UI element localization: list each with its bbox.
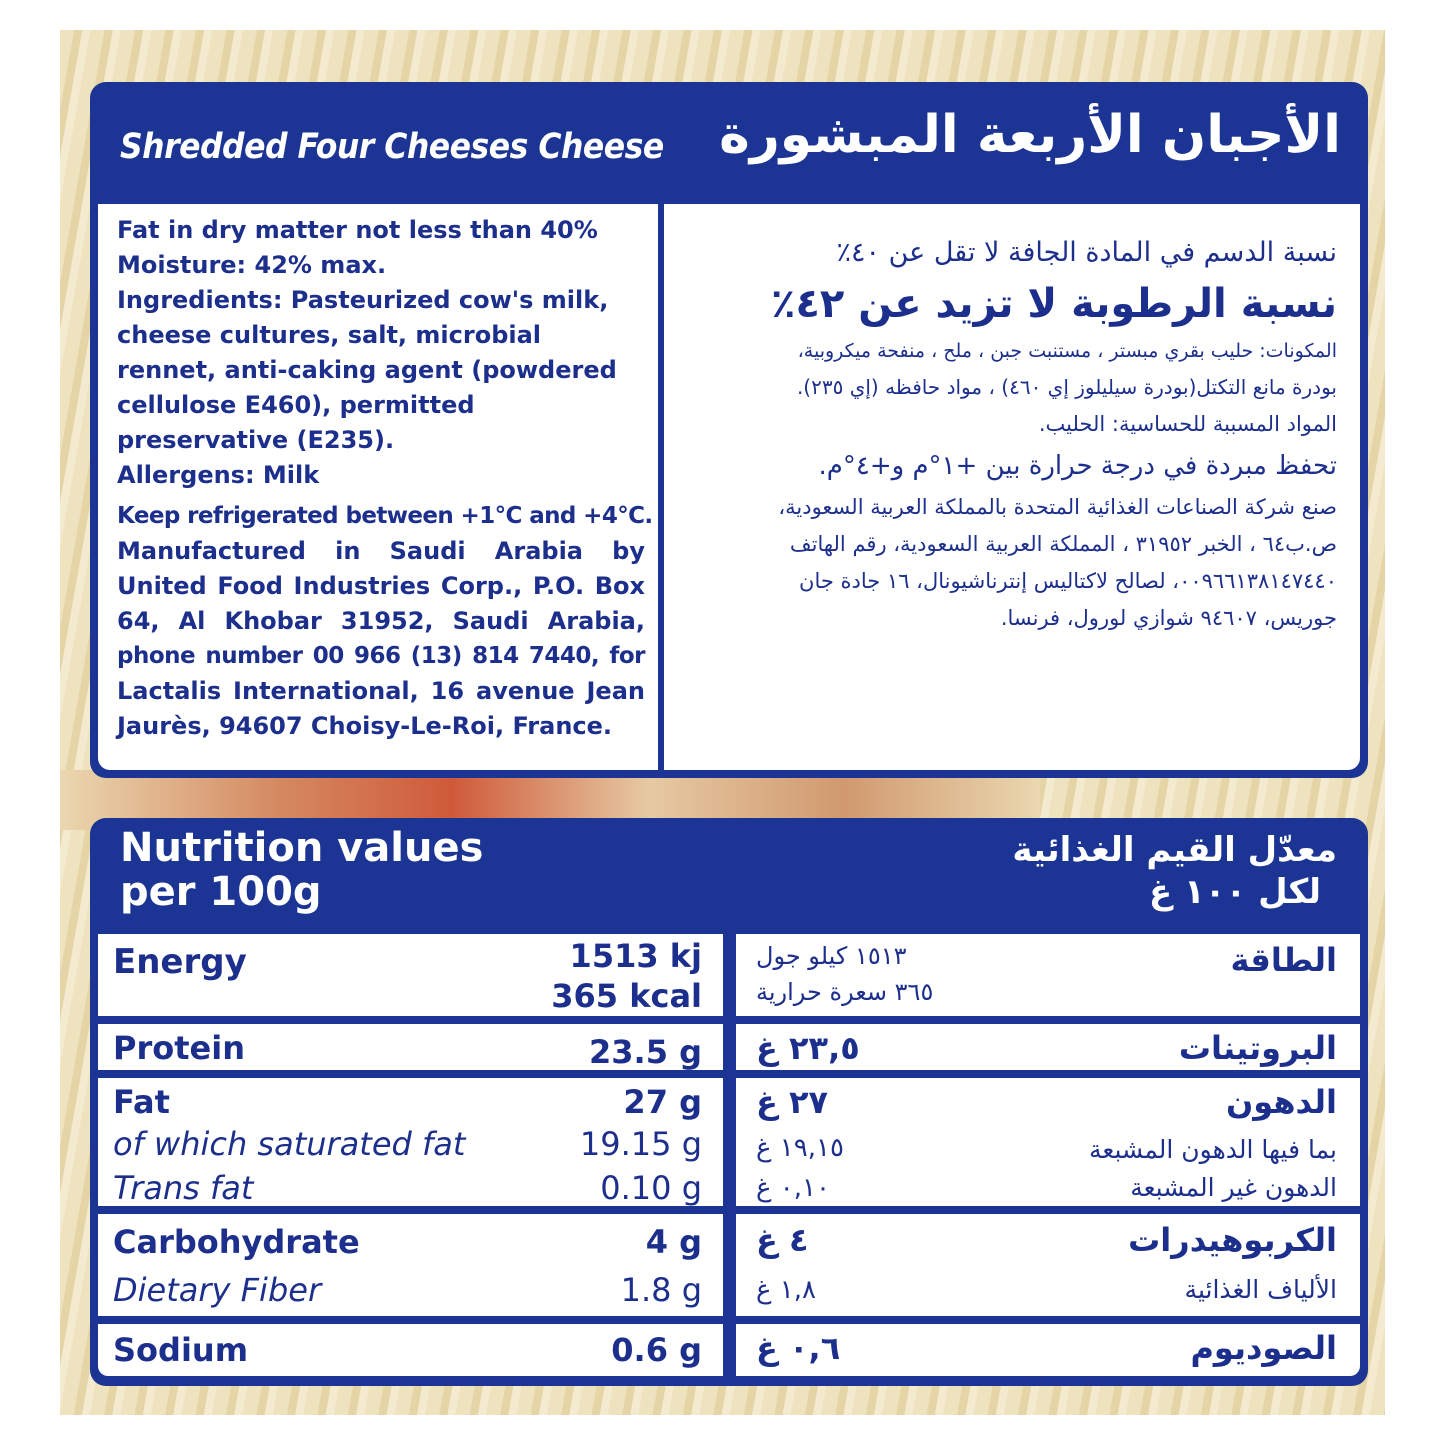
manufacturer-line: phone number 00 966 (13) 814 7440, for [117, 643, 645, 669]
nutrient-value-ar: ٢٣,٥ غ [756, 1029, 860, 1067]
info-text-ar [697, 231, 1337, 637]
ingredients-line: cheese cultures, salt, microbial [117, 321, 542, 349]
nutrition-heading-line: per 100g [120, 869, 322, 915]
manufacturer-line: United Food Industries Corp., P.O. Box [117, 572, 645, 600]
nutrition-heading-line: Nutrition values [120, 825, 484, 871]
moisture-en: Moisture: 42% max. [117, 251, 387, 279]
manufacturer-ar-line: صنع شركة الصناعات الغذائية المتحدة بالمملكة العربية السعودية، [778, 495, 1337, 519]
nutrient-name-ar: الدهون غير المشبعة [1130, 1173, 1337, 1202]
ingredients-line: preservative (E235). [117, 426, 395, 454]
nutrition-heading-line: لكل ١٠٠ غ [1148, 872, 1321, 912]
nutrient-name-ar: الكربوهيدرات [1128, 1221, 1337, 1259]
nutrient-name-en: Protein [113, 1029, 245, 1067]
manufacturer-line: Lactalis International, 16 avenue Jean [117, 677, 645, 705]
nutrient-value-ar: ١٩,١٥ غ [756, 1133, 844, 1163]
allergens-en: Allergens: Milk [117, 461, 320, 489]
ingredients-line: cellulose E460), permitted [117, 391, 475, 419]
nutrient-name-en: Trans fat [113, 1169, 254, 1207]
nutrient-name-ar: البروتينات [1178, 1029, 1337, 1067]
nutrient-value-ar: ٢٧ غ [756, 1083, 829, 1121]
nutrient-value-ar: ٠,١٠ غ [756, 1173, 830, 1203]
nutrient-value-en: 27 g [623, 1083, 702, 1121]
nutrient-name-en: Sodium [113, 1331, 249, 1369]
nutrient-value-en: 365 kcal [551, 977, 702, 1015]
nutrient-value-ar: ٣٦٥ سعرة حرارية [756, 978, 934, 1006]
manufacturer-ar-line: ٠٠٩٦٦١٣٨١٤٧٤٤٠، لصالح لاكتاليس إنترناشيونال، ١٦ جادة جان [799, 569, 1337, 593]
moisture-ar: نسبة الرطوبة لا تزيد عن ٤٢٪ [771, 281, 1337, 327]
nutrient-value-en: 1.8 g [620, 1271, 702, 1309]
ingredients-ar-line: بودرة مانع التكتل(بودرة سيليلوز إي ٤٦٠) ، مواد حافظه (إي ٢٣٥). [796, 375, 1337, 399]
nutrient-name-en: Dietary Fiber [113, 1271, 322, 1309]
product-title-en: Shredded Four Cheeses Cheese [120, 127, 664, 167]
nutrient-value-ar: ٠,٦ غ [756, 1329, 841, 1367]
ingredients-line: Ingredients: Pasteurized cow's milk, [117, 286, 609, 314]
nutrition-heading-ar [1012, 828, 1337, 912]
nutrient-value-en: 19.15 g [579, 1125, 702, 1163]
nutrient-value-ar: ١٥١٣ كيلو جول [756, 942, 907, 970]
nutrient-value-en: 0.6 g [611, 1331, 702, 1369]
fat-dry-matter-ar: نسبة الدسم في المادة الجافة لا تقل عن ٤٠٪ [836, 237, 1337, 268]
nutrient-value-en: 1513 kj [569, 937, 702, 975]
manufacturer-line: 64, Al Khobar 31952, Saudi Arabia, [117, 607, 645, 635]
product-title-ar: الأجبان الأربعة المبشورة [719, 105, 1341, 165]
nutrient-name-en: Energy [113, 942, 247, 982]
nutrient-name-en: Carbohydrate [113, 1223, 360, 1261]
manufacturer-line: Jaurès, 94607 Choisy-Le-Roi, France. [117, 712, 613, 740]
manufacturer-ar-line: جوريس، ٩٤٦٠٧ شوازي لورول، فرنسا. [1000, 606, 1337, 630]
nutrient-value-en: 23.5 g [589, 1033, 702, 1071]
storage-en: Keep refrigerated between +1°C and +4°C. [117, 503, 653, 529]
nutrient-name-ar: الألياف الغذائية [1184, 1275, 1337, 1304]
nutrient-name-ar: الدهون [1225, 1083, 1337, 1121]
nutrient-name-en: of which saturated fat [113, 1125, 466, 1163]
allergens-ar: المواد المسببة للحساسية: الحليب. [1038, 412, 1337, 436]
storage-ar: تحفظ مبردة في درجة حرارة بين +١°م و+٤°م. [818, 451, 1337, 481]
nutrient-value-en: 4 g [645, 1223, 702, 1261]
manufacturer-ar-line: ص.ب٦٤ ، الخبر ٣١٩٥٢ ، المملكة العربية السعودية، رقم الهاتف [789, 532, 1337, 556]
nutrient-name-en: Fat [113, 1083, 170, 1121]
info-text-en [117, 213, 653, 744]
nutrient-value-ar: ١,٨ غ [756, 1275, 816, 1305]
nutrient-value-en: 0.10 g [600, 1169, 702, 1207]
nutrition-heading-en [120, 826, 483, 914]
nutrient-value-ar: ٤ غ [756, 1221, 809, 1259]
ingredients-line: rennet, anti-caking agent (powdered [117, 356, 617, 384]
manufacturer-line: Manufactured in Saudi Arabia by [117, 537, 645, 565]
fat-dry-matter-en: Fat in dry matter not less than 40% [117, 216, 598, 244]
nutrition-heading-line: معدّل القيم الغذائية [1012, 830, 1337, 870]
ingredients-ar-line: المكونات: حليب بقري مبستر ، مستنبت جبن ، ملح ، منفحة ميكروبية، [797, 340, 1337, 362]
nutrient-name-ar: بما فيها الدهون المشبعة [1089, 1135, 1337, 1164]
nutrient-name-ar: الصوديوم [1190, 1329, 1337, 1367]
nutrient-name-ar: الطاقة [1230, 941, 1337, 979]
